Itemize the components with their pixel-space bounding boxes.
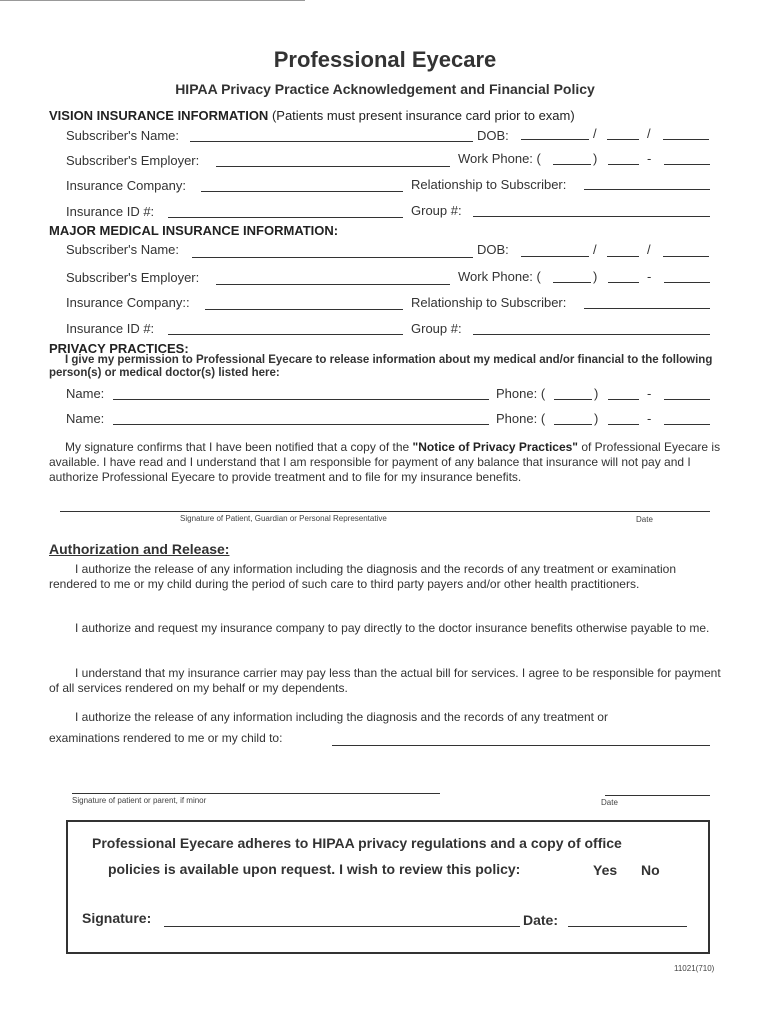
vision-subscriber-name-label: Subscriber's Name:: [66, 128, 180, 143]
medical-dob-label: DOB:: [477, 242, 509, 257]
vision-subscriber-name-field[interactable]: [190, 141, 473, 142]
medical-subscriber-name-field[interactable]: [192, 257, 473, 258]
vision-work-phone-paren: ): [593, 151, 598, 166]
vision-dob-year-field[interactable]: [663, 139, 709, 140]
vision-work-phone-dash: -: [647, 151, 652, 166]
privacy-phone-2-line-field[interactable]: [664, 424, 710, 425]
privacy-phone-1-prefix-field[interactable]: [608, 399, 639, 400]
form-title: Professional Eyecare: [273, 47, 497, 72]
policy-signature-label: Signature:: [82, 910, 152, 926]
vision-dob-slash-2: /: [647, 126, 651, 141]
medical-group-label: Group #:: [411, 321, 462, 336]
medical-employer-field[interactable]: [216, 284, 450, 285]
medical-dob-day-field[interactable]: [607, 256, 639, 257]
privacy-name-2-label: Name:: [66, 411, 105, 426]
privacy-phone-2-label: Phone: (: [496, 411, 546, 426]
top-edge-line: [0, 0, 305, 1]
privacy-phone-1-area-field[interactable]: [554, 399, 592, 400]
medical-work-phone-dash: -: [647, 269, 652, 284]
policy-box-line-1: Professional Eyecare adheres to HIPAA privacy regulations and a copy of office: [92, 835, 622, 851]
privacy-signature-caption: Signature of Patient, Guardian or Personal Representative: [180, 514, 387, 523]
vision-work-phone-prefix-field[interactable]: [608, 164, 639, 165]
authorization-paragraph-4-line-2: examinations rendered to me or my child to:: [49, 731, 283, 745]
authorization-paragraph-2: I authorize and request my insurance company to pay directly to the doctor insurance benefits otherwise payable to me.: [75, 621, 710, 635]
form-subtitle: HIPAA Privacy Practice Acknowledgement and Financial Policy: [175, 81, 595, 97]
authorization-paragraph-1: I authorize the release of any information including the diagnosis and the records of any treatment or examination rendered to me or my child during the period of such care to third party payers and/or other health practitioners.: [49, 562, 677, 591]
vision-dob-day-field[interactable]: [607, 139, 639, 140]
medical-dob-slash-2: /: [647, 242, 651, 257]
medical-insurance-id-label: Insurance ID #:: [66, 321, 155, 336]
policy-date-label: Date:: [523, 912, 559, 928]
vision-section-heading: [49, 108, 575, 123]
medical-subscriber-name-label: Subscriber's Name:: [66, 242, 180, 257]
vision-heading-text: VISION INSURANCE INFORMATION: [49, 108, 269, 123]
privacy-phone-2-area-field[interactable]: [554, 424, 592, 425]
authorization-paragraph-3: I understand that my insurance carrier may pay less than the actual bill for services. I agree to be responsible for payment of all services rendered on my behalf or my dependents.: [49, 666, 721, 695]
confirm-pre: My signature confirms that I have been notified that a copy of the: [65, 440, 413, 454]
authorization-paragraph-4-line-1: I authorize the release of any information including the diagnosis and the records of any treatment or: [75, 710, 608, 724]
medical-work-phone-area-field[interactable]: [553, 282, 591, 283]
policy-no-option[interactable]: No: [641, 862, 660, 878]
vision-insurance-id-field[interactable]: [168, 217, 403, 218]
privacy-permission-text: I give my permission to Professional Eyecare to release information about my medical and/or financial to the following person(s) or medical doctor(s) listed here:: [49, 354, 713, 379]
vision-insurance-company-field[interactable]: [201, 191, 403, 192]
vision-insurance-id-label: Insurance ID #:: [66, 204, 155, 219]
medical-work-phone-line-field[interactable]: [664, 282, 710, 283]
patient-signature-field[interactable]: [72, 793, 440, 794]
vision-group-label: Group #:: [411, 203, 462, 218]
vision-employer-field[interactable]: [216, 166, 450, 167]
medical-work-phone-label: Work Phone: (: [458, 269, 541, 284]
privacy-phone-1-line-field[interactable]: [664, 399, 710, 400]
vision-dob-month-field[interactable]: [521, 139, 589, 140]
policy-box-line-2: policies is available upon request. I wish to review this policy:: [108, 861, 521, 877]
vision-work-phone-label: Work Phone: (: [458, 151, 541, 166]
medical-work-phone-prefix-field[interactable]: [608, 282, 639, 283]
privacy-name-1-label: Name:: [66, 386, 105, 401]
privacy-signature-field[interactable]: [60, 511, 710, 512]
patient-date-caption: Date: [601, 798, 618, 807]
vision-group-field[interactable]: [473, 216, 710, 217]
privacy-phone-2-dash: -: [647, 411, 652, 426]
vision-dob-label: DOB:: [477, 128, 509, 143]
vision-relationship-field[interactable]: [584, 189, 710, 190]
privacy-date-caption: Date: [636, 515, 653, 524]
vision-work-phone-line-field[interactable]: [664, 164, 710, 165]
privacy-phone-2-paren: ): [594, 411, 599, 426]
medical-dob-year-field[interactable]: [663, 256, 709, 257]
authorization-release-to-field[interactable]: [332, 745, 710, 746]
privacy-phone-1-label: Phone: (: [496, 386, 546, 401]
privacy-section-heading: PRIVACY PRACTICES:: [49, 341, 189, 356]
form-code: 11021(710): [674, 964, 715, 973]
vision-work-phone-area-field[interactable]: [553, 164, 591, 165]
policy-box: [66, 820, 710, 954]
vision-employer-label: Subscriber's Employer:: [66, 153, 200, 168]
medical-insurance-company-field[interactable]: [205, 309, 403, 310]
medical-relationship-field[interactable]: [584, 308, 710, 309]
privacy-name-2-field[interactable]: [113, 424, 489, 425]
vision-heading-note: (Patients must present insurance card prior to exam): [271, 108, 575, 123]
medical-group-field[interactable]: [473, 334, 710, 335]
patient-signature-caption: Signature of patient or parent, if minor: [72, 796, 207, 805]
notice-of-privacy-practices: "Notice of Privacy Practices": [412, 440, 578, 454]
medical-relationship-label: Relationship to Subscriber:: [411, 295, 567, 310]
vision-dob-slash-1: /: [593, 126, 597, 141]
policy-yes-option[interactable]: Yes: [593, 862, 618, 878]
medical-insurance-id-field[interactable]: [168, 334, 403, 335]
authorization-heading: Authorization and Release:: [49, 541, 230, 557]
medical-work-phone-paren: ): [593, 269, 598, 284]
vision-relationship-label: Relationship to Subscriber:: [411, 177, 567, 192]
vision-insurance-company-label: Insurance Company:: [66, 178, 186, 193]
medical-dob-month-field[interactable]: [521, 256, 589, 257]
privacy-phone-1-paren: ): [594, 386, 599, 401]
privacy-phone-1-dash: -: [647, 386, 652, 401]
policy-date-field[interactable]: [568, 926, 687, 927]
privacy-phone-2-prefix-field[interactable]: [608, 424, 639, 425]
policy-signature-field[interactable]: [164, 926, 520, 927]
medical-section-heading: MAJOR MEDICAL INSURANCE INFORMATION:: [49, 223, 339, 238]
medical-insurance-company-label: Insurance Company::: [66, 295, 190, 310]
confirm-post: of Professional Eyecare is available. I have read and I understand that I am responsible for payment of any balance that insurance will not pay and I authorize Professional Eyecare to provide treatment and to file for my insurance benefits.: [49, 440, 721, 484]
medical-dob-slash-1: /: [593, 242, 597, 257]
patient-date-field[interactable]: [605, 795, 710, 796]
medical-employer-label: Subscriber's Employer:: [66, 270, 200, 285]
privacy-confirmation-text: [49, 440, 721, 485]
privacy-name-1-field[interactable]: [113, 399, 489, 400]
